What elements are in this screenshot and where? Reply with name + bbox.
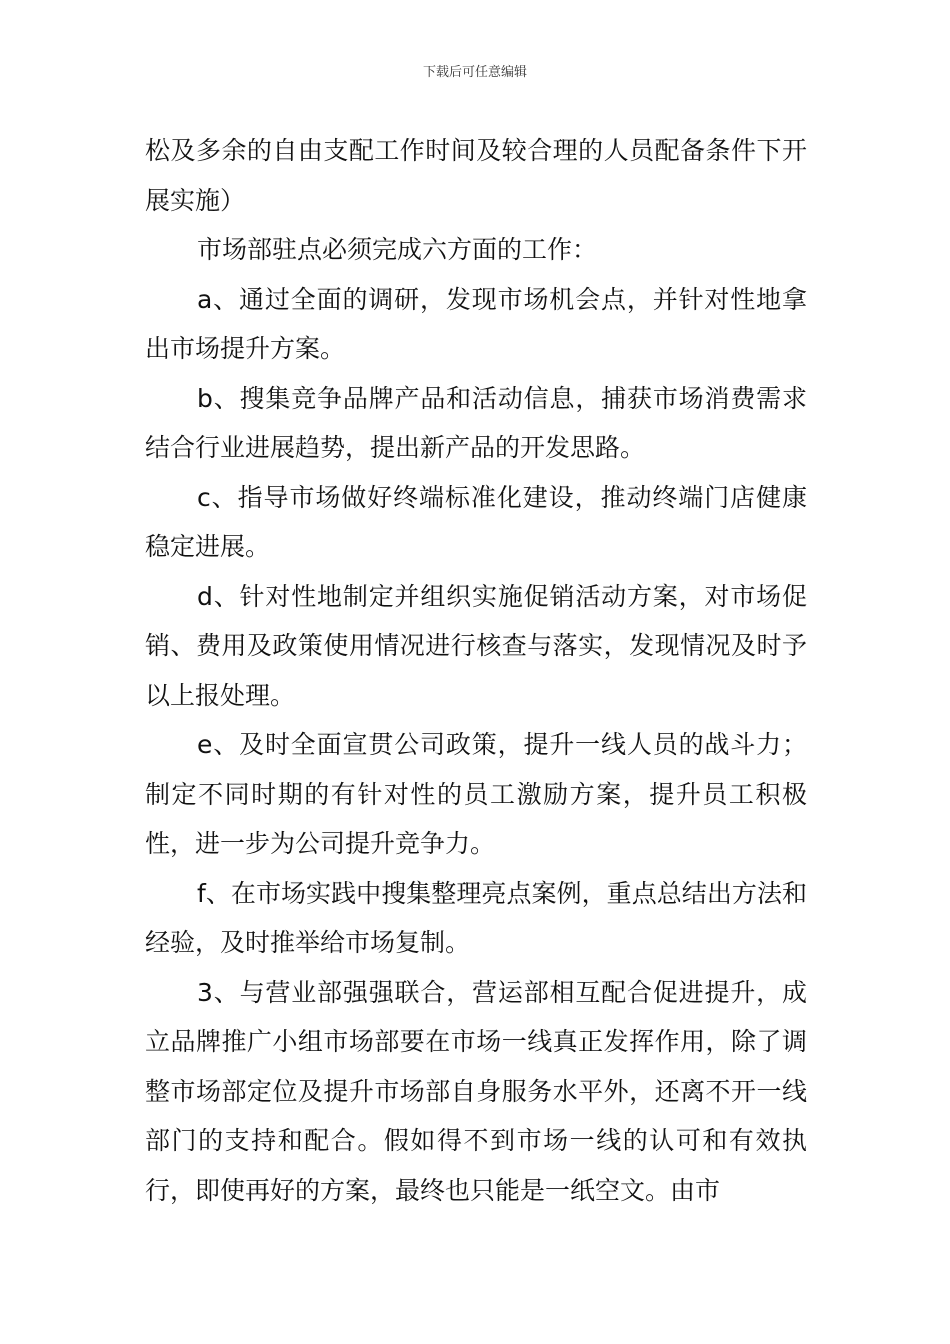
paragraph-item-f: f、在市场实践中搜集整理亮点案例，重点总结出方法和经验，及时推举给市场复制。 <box>145 878 807 957</box>
paragraph-item-c: c、指导市场做好终端标准化建设，推动终端门店健康稳定进展。 <box>145 482 807 561</box>
page-header: 下载后可任意编辑 <box>422 65 527 80</box>
paragraph-item-a: a、通过全面的调研，发现市场机会点，并针对性地拿出市场提升方案。 <box>145 284 807 363</box>
paragraph-item-d: d、针对性地制定并组织实施促销活动方案，对市场促销、费用及政策使用情况进行核查与落实，发现情况及时予以上报处理。 <box>145 581 807 710</box>
document-body <box>145 126 807 1215</box>
paragraph-continuation: 松及多余的自由支配工作时间及较合理的人员配备条件下开展实施） <box>145 136 807 215</box>
paragraph-section-3: 3、与营业部强强联合，营运部相互配合促进提升，成立品牌推广小组市场部要在市场一线真正发挥作用，除了调整市场部定位及提升市场部自身服务水平外，还离不开一线部门的支持和配合。假如得不到市场一线的认可和有效执行，即使再好的方案，最终也只能是一纸空文。由市 <box>145 977 807 1205</box>
paragraph-item-e: e、及时全面宣贯公司政策，提升一线人员的战斗力；制定不同时期的有针对性的员工激励方案，提升员工积极性，进一步为公司提升竞争力。 <box>145 730 807 858</box>
paragraph-item-b: b、搜集竞争品牌产品和活动信息，捕获市场消费需求结合行业进展趋势，提出新产品的开发思路。 <box>145 383 807 462</box>
paragraph-six-tasks-intro: 市场部驻点必须完成六方面的工作： <box>197 235 598 264</box>
